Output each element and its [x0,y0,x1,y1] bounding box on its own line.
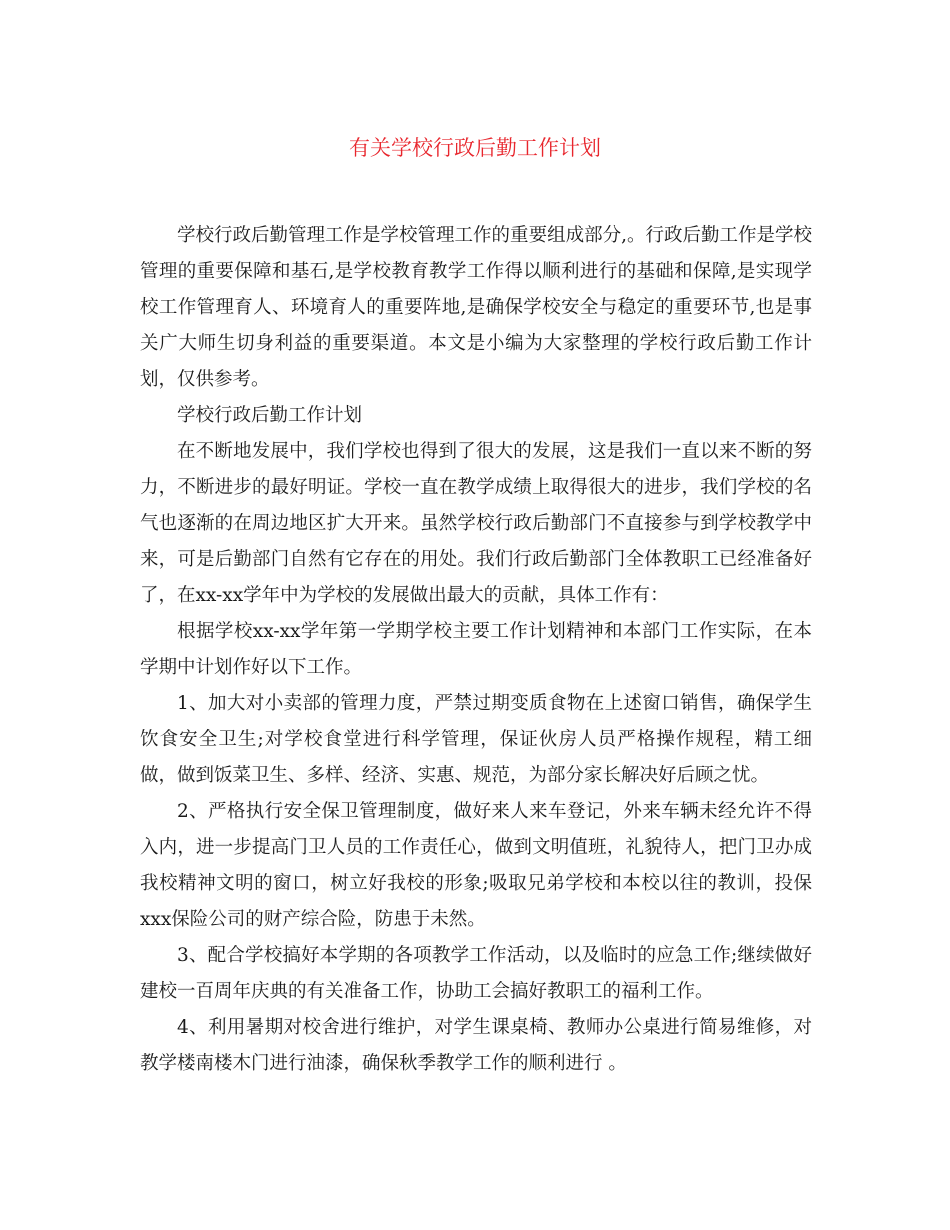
paragraph-item-2: 2、严格执行安全保卫管理制度，做好来人来车登记，外来车辆未经允许不得入内，进一步提高门卫人员的工作责任心，做到文明值班，礼貌待人，把门卫办成我校精神文明的窗口，树立好我校的形象;吸取兄弟学校和本校以往的教训，投保xxx保险公司的财产综合险，防患于未然。 [140,801,812,930]
paragraph-item-3: 3、配合学校搞好本学期的各项教学工作活动，以及临时的应急工作;继续做好建校一百周年庆典的有关准备工作，协助工会搞好教职工的福利工作。 [140,945,812,1002]
paragraph-intro: 学校行政后勤管理工作是学校管理工作的重要组成部分,。行政后勤工作是学校管理的重要保障和基石,是学校教育教学工作得以顺利进行的基础和保障,是实现学校工作管理育人、环境育人的重要阵地,是确保学校安全与稳定的重要环节,也是事关广大师生切身利益的重要渠道。本文是小编为大家整理的学校行政后勤工作计划，仅供参考。 [140,225,812,390]
document-body [140,218,812,1082]
paragraph-item-4: 4、利用暑期对校舍进行维护，对学生课桌椅、教师办公桌进行简易维修，对教学楼南楼木门进行油漆，确保秋季教学工作的顺利进行 。 [140,1017,812,1074]
paragraph-subheading: 学校行政后勤工作计划 [177,405,363,426]
paragraph-item-1: 1、加大对小卖部的管理力度，严禁过期变质食物在上述窗口销售，确保学生饮食安全卫生;对学校食堂进行科学管理，保证伙房人员严格操作规程，精工细做，做到饭菜卫生、多样、经济、实惠、规范，为部分家长解决好后顾之忧。 [140,693,812,786]
paragraph-background: 在不断地发展中，我们学校也得到了很大的发展，这是我们一直以来不断的努力，不断进步的最好明证。学校一直在教学成绩上取得很大的进步，我们学校的名气也逐渐的在周边地区扩大开来。虽然学校行政后勤部门不直接参与到学校教学中来，可是后勤部门自然有它存在的用处。我们行政后勤部门全体教职工已经准备好了，在xx-xx学年中为学校的发展做出最大的贡献，具体工作有： [140,441,812,606]
document-title: 有关学校行政后勤工作计划 [349,136,601,160]
paragraph-plan-basis: 根据学校xx-xx学年第一学期学校主要工作计划精神和本部门工作实际，在本学期中计划作好以下工作。 [140,621,812,678]
